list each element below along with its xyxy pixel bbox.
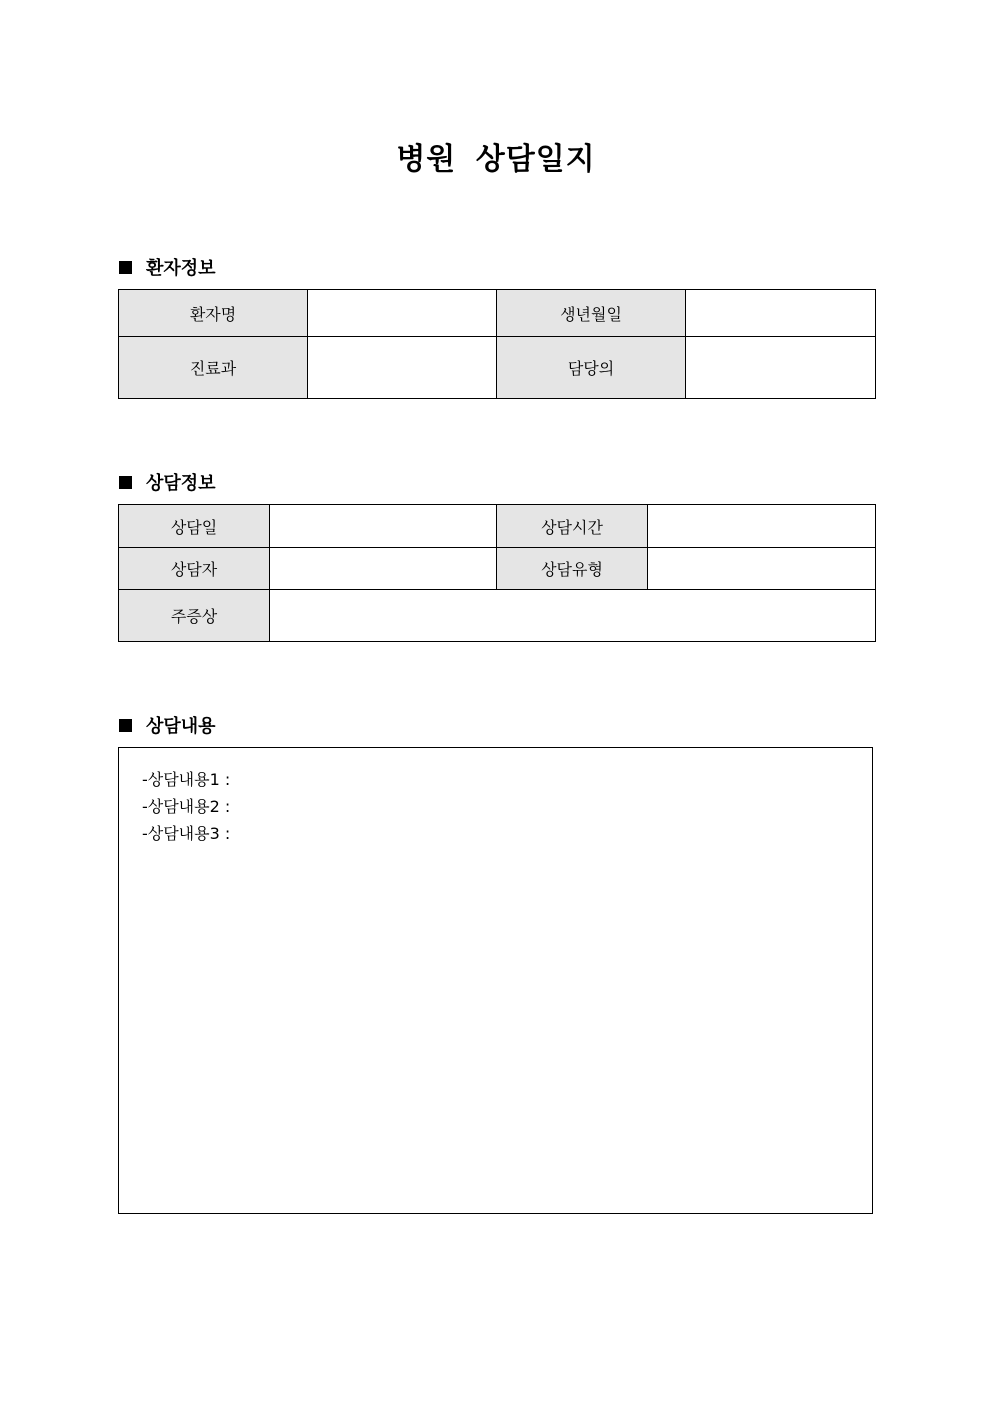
consult-info-table [118,504,876,642]
consult-content-line-2: -상담내용2 : [142,797,231,816]
patient-name-label: 환자명 [119,290,308,337]
consult-time-label: 상담시간 [497,505,648,548]
section-heading-consult [119,469,216,495]
consult-content-box[interactable] [118,747,873,1214]
table-row [119,505,876,548]
section-heading-label: 상담내용 [146,716,216,737]
consult-date-label: 상담일 [119,505,270,548]
department-field[interactable] [308,337,497,399]
patient-name-field[interactable] [308,290,497,337]
patient-info-table [118,289,876,399]
consult-content-line-1: -상담내용1 : [142,770,231,789]
doctor-field[interactable] [686,337,876,399]
counselor-label: 상담자 [119,548,270,590]
consult-date-field[interactable] [270,505,497,548]
square-bullet-icon [119,476,132,489]
section-heading-label: 환자정보 [146,258,216,279]
table-row [119,290,876,337]
section-heading-content [119,712,216,738]
square-bullet-icon [119,719,132,732]
table-row [119,548,876,590]
birth-date-field[interactable] [686,290,876,337]
counselor-field[interactable] [270,548,497,590]
document-title: 병원 상담일지 [396,142,596,177]
section-heading-label: 상담정보 [146,473,216,494]
section-heading-patient [119,254,216,280]
consult-content-line-3: -상담내용3 : [142,824,231,843]
consult-time-field[interactable] [648,505,876,548]
consult-type-label: 상담유형 [497,548,648,590]
table-row [119,337,876,399]
doctor-label: 담당의 [497,337,686,399]
birth-date-label: 생년월일 [497,290,686,337]
square-bullet-icon [119,261,132,274]
consult-type-field[interactable] [648,548,876,590]
main-symptom-label: 주증상 [119,590,270,642]
table-row [119,590,876,642]
main-symptom-field[interactable] [270,590,876,642]
department-label: 진료과 [119,337,308,399]
